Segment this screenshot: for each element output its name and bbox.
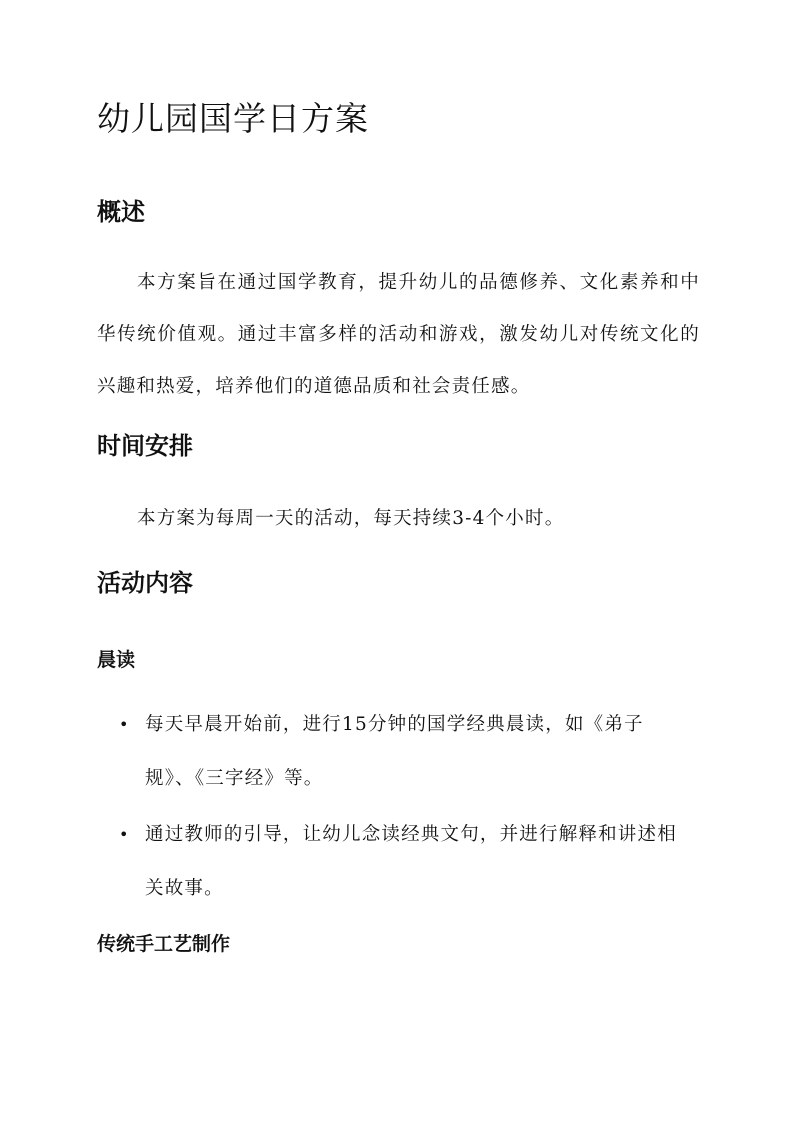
document-title: 幼儿园国学日方案 [97, 99, 369, 138]
section-heading-overview: 概述 [97, 198, 145, 226]
list-item-text: 每天早晨开始前，进行15分钟的国学经典晨读，如《弟子规》、《三字经》等。 [145, 714, 644, 789]
list-item-text: 通过教师的引导，让幼儿念读经典文句，并进行解释和讲述相关故事。 [145, 824, 677, 899]
overview-paragraph: 本方案旨在通过国学教育，提升幼儿的品德修养、文化素养和中华传统价值观。通过丰富多样的活动和游戏，激发幼儿对传统文化的兴趣和热爱，培养他们的道德品质和社会责任感。 [97, 272, 700, 397]
section-heading-schedule: 时间安排 [97, 432, 193, 460]
subsection-heading-handicraft: 传统手工艺制作 [97, 933, 231, 955]
bullet-icon: • [119, 825, 130, 844]
schedule-paragraph: 本方案为每周一天的活动，每天持续3-4个小时。 [137, 508, 565, 529]
subsection-heading-morning-reading: 晨读 [97, 649, 136, 671]
bullet-icon: • [119, 715, 130, 734]
list-item [119, 698, 690, 806]
list-item [119, 808, 690, 916]
section-heading-activities: 活动内容 [97, 569, 193, 597]
